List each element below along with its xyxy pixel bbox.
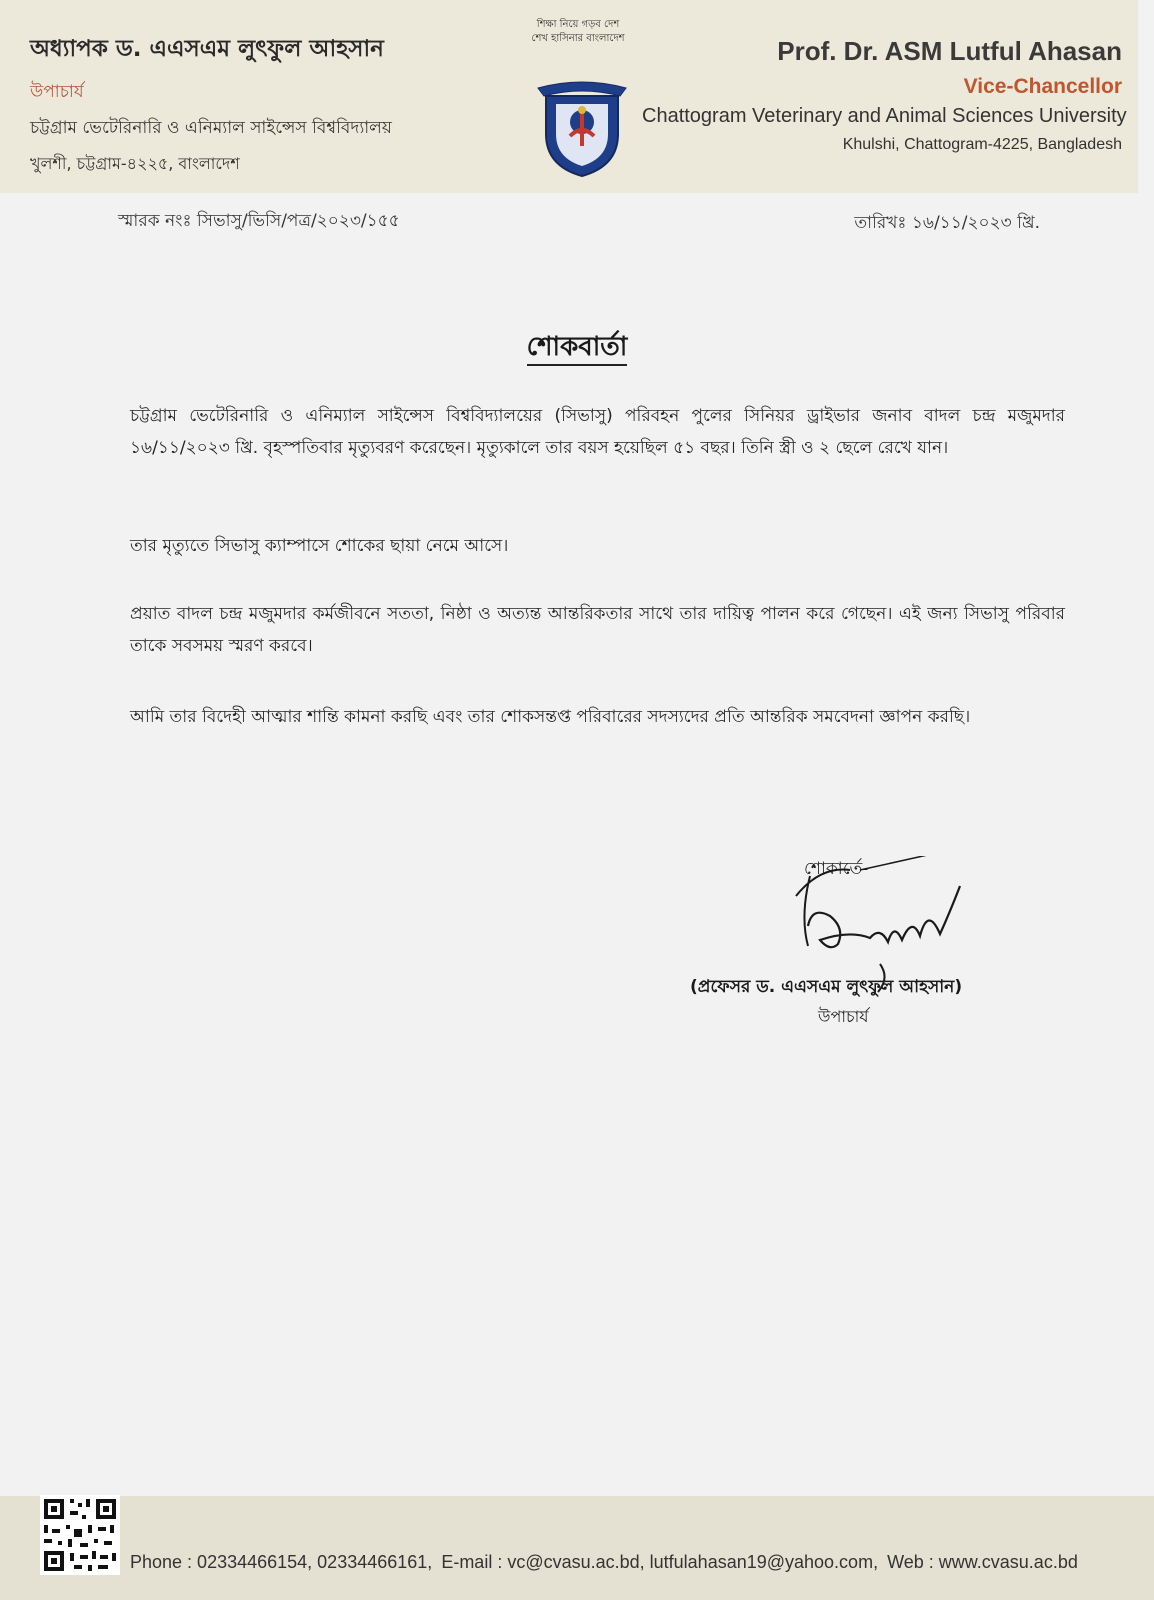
bn-role: উপাচার্য xyxy=(30,82,84,102)
footer-email: E-mail : vc@cvasu.ac.bd, lutfulahasan19@yahoo.com, xyxy=(441,1552,879,1572)
bn-address: খুলশী, চট্টগ্রাম-৪২২৫, বাংলাদেশ xyxy=(30,154,240,173)
en-university: Chattogram Veterinary and Animal Sciences University xyxy=(642,105,1127,127)
motto-line-1: শিক্ষা নিয়ে গড়ব দেশ xyxy=(536,19,620,30)
paragraph-3: প্রয়াত বাদল চন্দ্র মজুমদার কর্মজীবনে সততা, নিষ্ঠা ও অত্যন্ত আন্তরিকতার সাথে তার দায়িত্ব পালন করে গেছেন। এই জন্য সিভাসু পরিবার তাকে সবসময় স্মরণ করবে। xyxy=(130,604,1065,656)
footer-phone: Phone : 02334466154, 02334466161, xyxy=(130,1552,433,1572)
letter-title-wrap xyxy=(0,326,1154,370)
en-role: Vice-Chancellor xyxy=(963,75,1122,98)
signatory-role: উপাচার্য xyxy=(818,1007,869,1026)
letterhead xyxy=(0,0,1138,193)
closing: শোকার্তে- xyxy=(804,859,869,879)
en-address: Khulshi, Chattogram-4225, Bangladesh xyxy=(842,136,1122,153)
letterhead-english xyxy=(642,36,1127,154)
bn-name: অধ্যাপক ড. এএসএম লুৎফুল আহসান xyxy=(30,36,384,62)
signatory-name: (প্রফেসর ড. এএসএম লুৎফুল আহসান) xyxy=(690,977,963,997)
letterhead-bengali xyxy=(30,30,510,178)
qr-code xyxy=(40,1495,120,1575)
paragraph-2: তার মৃত্যুতে সিভাসু ক্যাম্পাসে শোকের ছায়া নেমে আসে। xyxy=(130,536,509,556)
footer-contact xyxy=(130,1552,1082,1573)
motto xyxy=(513,18,643,46)
en-name: Prof. Dr. ASM Lutful Ahasan xyxy=(777,36,1122,66)
footer-web: Web : www.cvasu.ac.bd xyxy=(887,1552,1078,1572)
paragraph-1: চট্টগ্রাম ভেটেরিনারি ও এনিম্যাল সাইন্সেস বিশ্ববিদ্যালয়ের (সিভাসু) পরিবহন পুলের সিনিয়র ড্রাইভার জনাব বাদল চন্দ্র মজুমদার ১৬/১১/২০২৩ খ্রি. বৃহস্পতিবার মৃত্যুবরণ করেছেন। মৃত্যুকালে তার বয়স হয়েছিল ৫১ বছর। তিনি স্ত্রী ও ২ ছেলে রেখে যান। xyxy=(130,406,1065,458)
motto-line-2: শেখ হাসিনার বাংলাদেশ xyxy=(531,33,625,44)
bn-university: চট্টগ্রাম ভেটেরিনারি ও এনিম্যাল সাইন্সেস বিশ্ববিদ্যালয় xyxy=(30,118,392,138)
memo-number: স্মারক নংঃ সিভাসু/ভিসি/পত্র/২০২৩/১৫৫ xyxy=(118,211,400,231)
footer-band xyxy=(0,1496,1154,1600)
paragraph-4: আমি তার বিদেহী আত্মার শান্তি কামনা করছি এবং তার শোকসন্তপ্ত পরিবারের সদস্যদের প্রতি আন্তরিক সমবেদনা জ্ঞাপন করছি। xyxy=(130,707,971,727)
letter-title: শোকবার্তা xyxy=(527,332,628,366)
letter-date: তারিখঃ ১৬/১১/২০২৩ খ্রি. xyxy=(854,213,1040,233)
university-logo xyxy=(534,74,630,182)
